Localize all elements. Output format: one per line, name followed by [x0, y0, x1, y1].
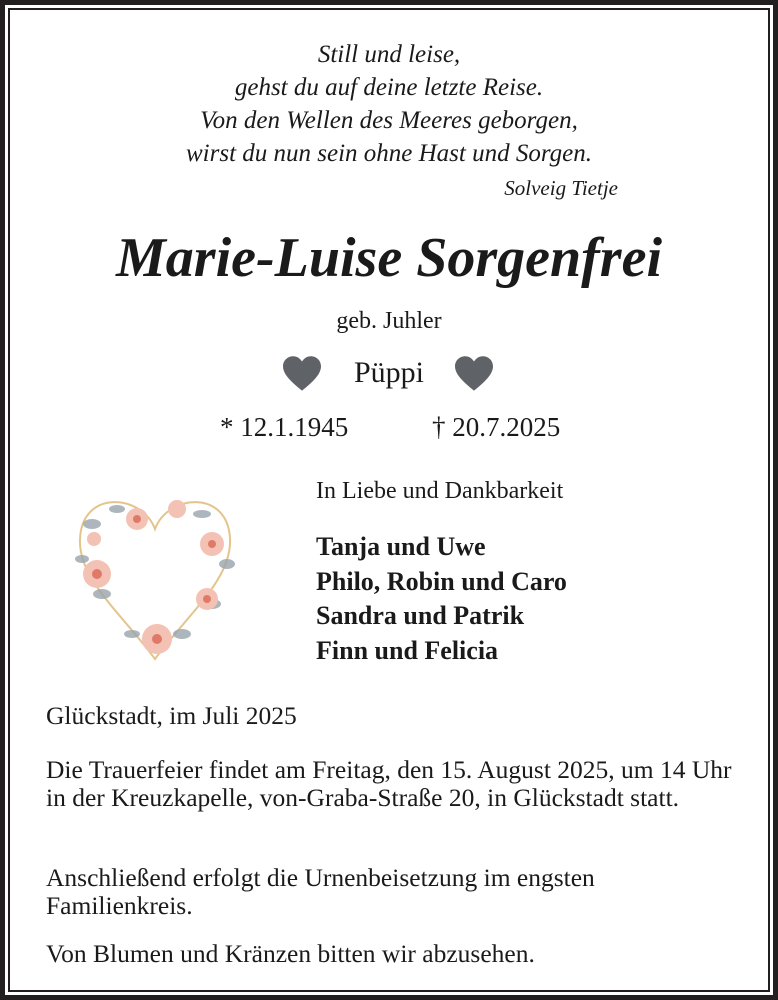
birth-name: geb. Juhler — [336, 308, 442, 334]
poem-line: wirst du nun sein ohne Hast und Sorgen. — [185, 140, 593, 167]
poem-line: Von den Wellen des Meeres geborgen, — [200, 107, 578, 134]
mourners-list — [316, 530, 567, 668]
nickname: Püppi — [353, 356, 425, 389]
burial-info: Anschließend erfolgt die Urnenbeisetzung im engsten Familienkreis. — [46, 863, 595, 920]
poem-line: gehst du auf deine letzte Reise. — [234, 74, 544, 101]
mourner-name: Tanja und Uwe — [316, 532, 486, 561]
poem-author: Solveig Tietje — [504, 176, 618, 200]
mourner-name: Philo, Robin und Caro — [316, 566, 567, 596]
flowers-note: Von Blumen und Kränzen bitten wir abzusehen. — [46, 939, 535, 968]
funeral-info: Die Trauerfeier findet am Freitag, den 15. August 2025, um 14 Uhr in der Kreuzkapelle, von-Graba-Straße 20, in Glückstadt statt. — [46, 755, 732, 812]
birth-date: * 12.1.1945 — [220, 412, 349, 442]
deceased-name: Marie-Luise Sorgenfrei — [116, 227, 662, 289]
poem-line: Still und leise, — [317, 41, 461, 68]
place-date: Glückstadt, im Juli 2025 — [46, 701, 297, 730]
heart-icon — [283, 356, 321, 392]
floral-heart-wreath-image — [62, 484, 248, 670]
poem — [0, 38, 778, 170]
mourner-name: Sandra und Patrik — [316, 601, 525, 630]
mourners-intro: In Liebe und Dankbarkeit — [316, 478, 564, 504]
death-date: † 20.7.2025 — [432, 412, 561, 442]
mourner-name: Finn und Felicia — [316, 635, 499, 665]
heart-icon — [455, 356, 493, 392]
